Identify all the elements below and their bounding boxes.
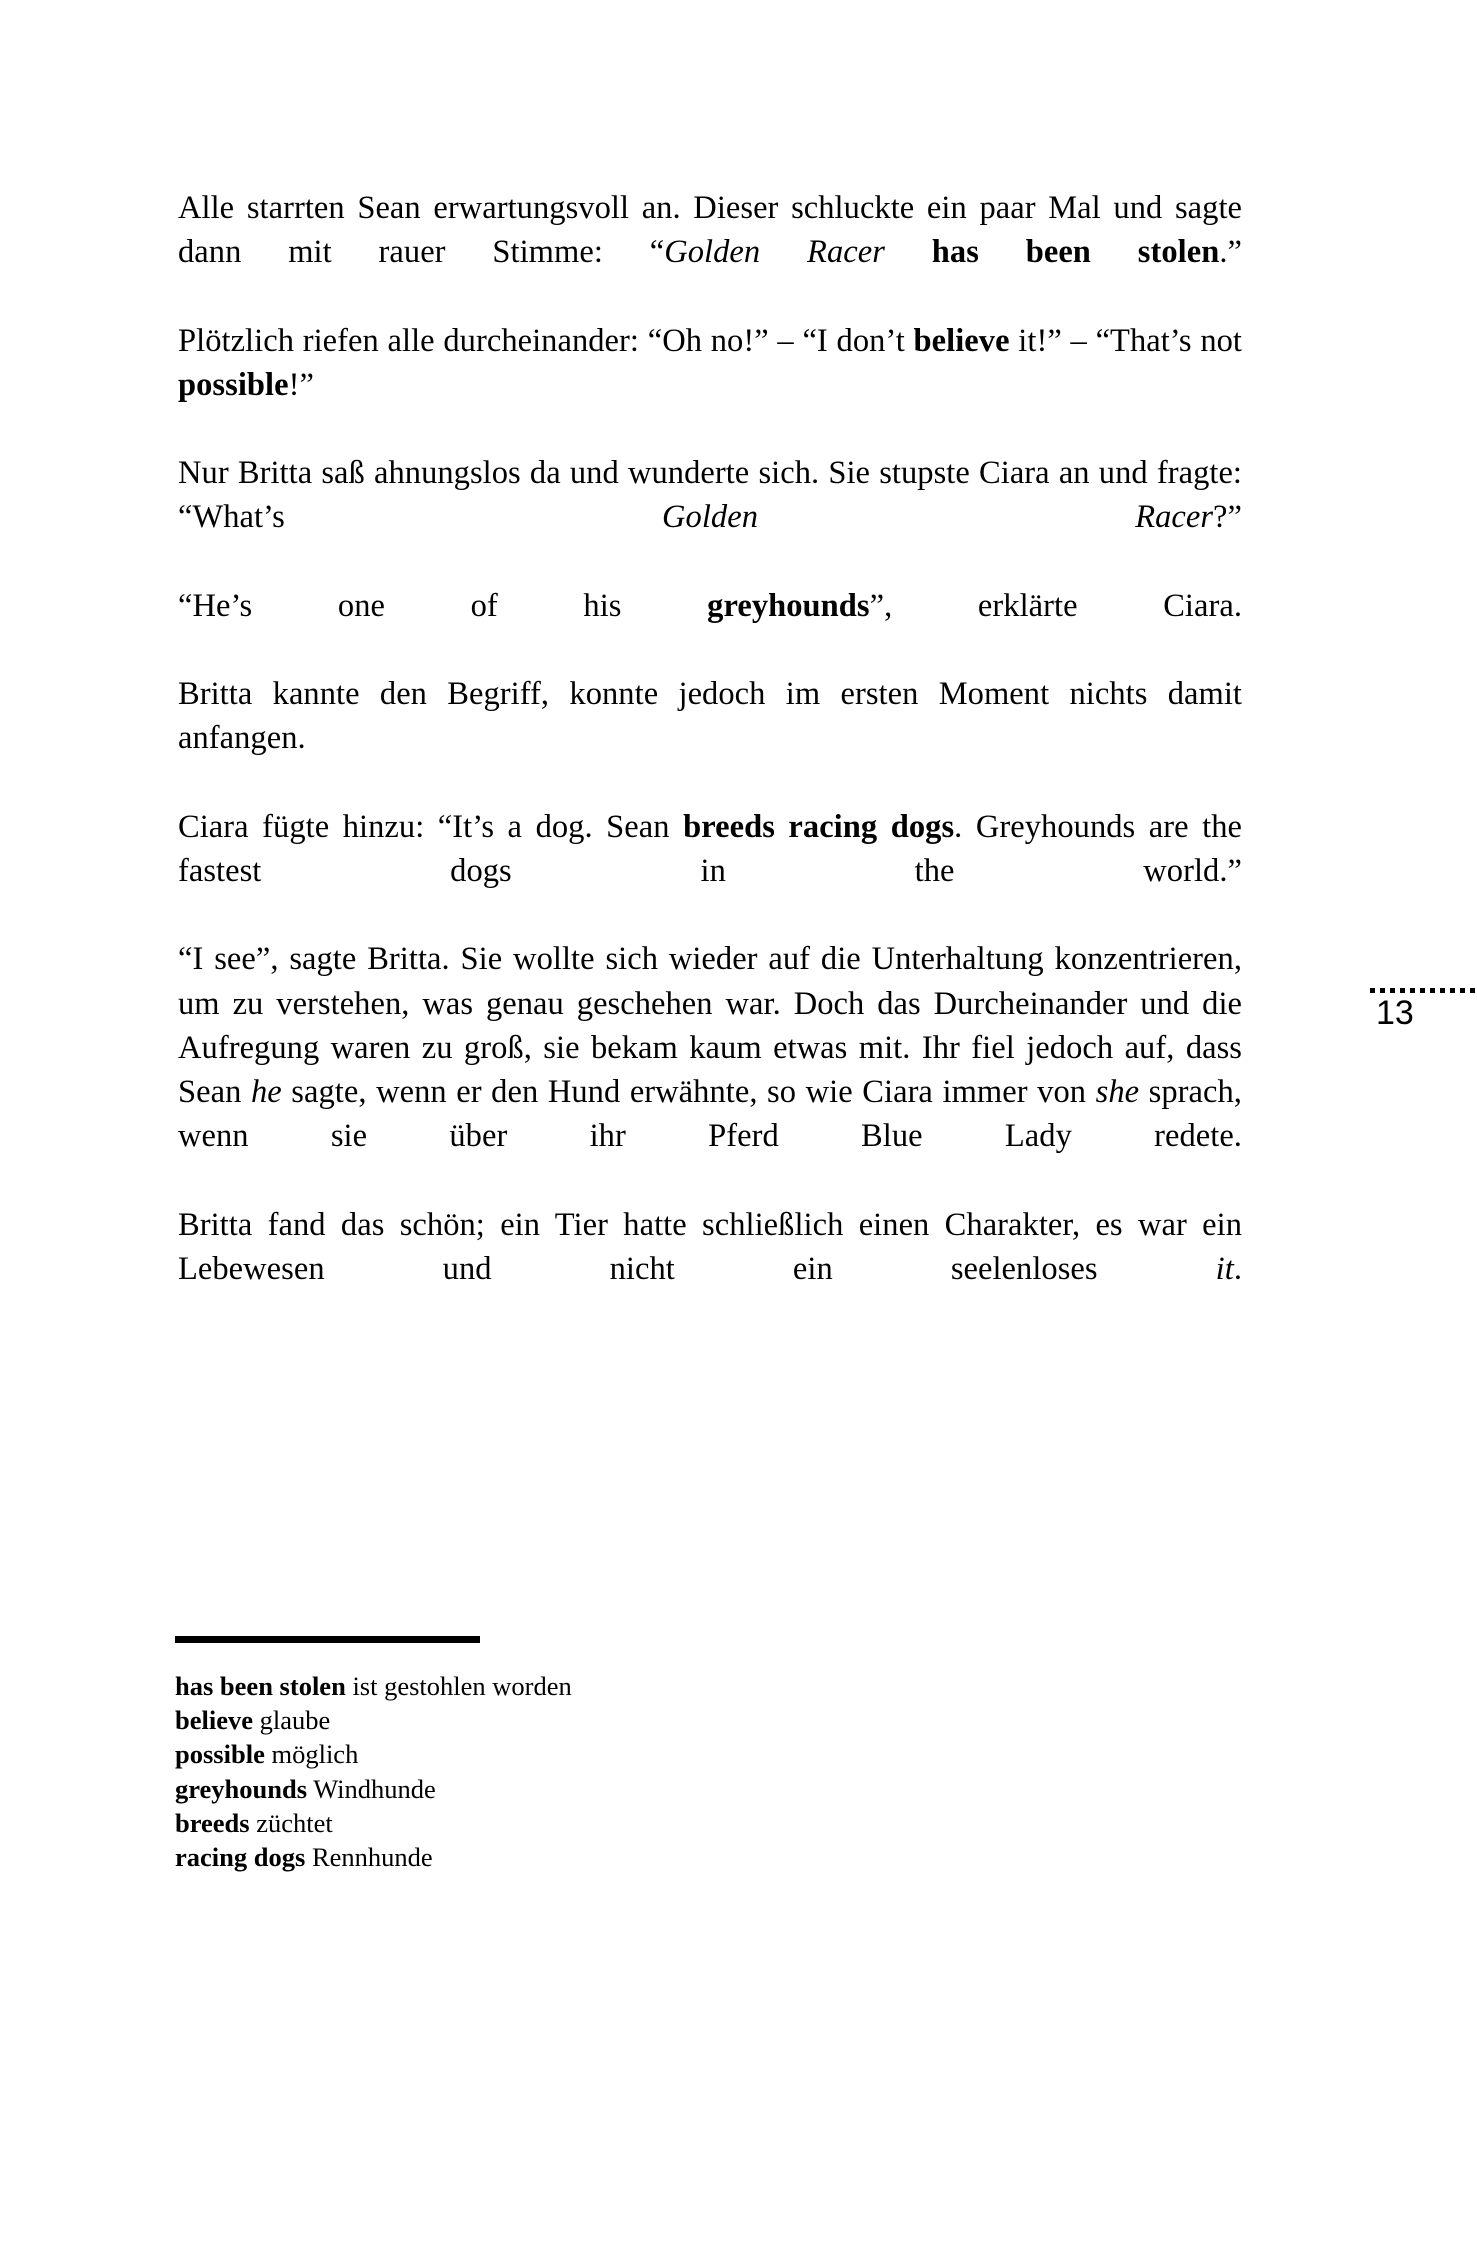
paragraph: [178, 672, 1242, 805]
footnote-divider: [175, 1636, 480, 1643]
footnote-section: [175, 1636, 1175, 1874]
page-number-marker: [1348, 978, 1477, 1048]
paragraph: [178, 584, 1242, 672]
glossary-term: has been stolen: [175, 1671, 346, 1701]
glossary-term: greyhounds: [175, 1773, 308, 1804]
text-run: .”: [1219, 234, 1242, 271]
vocab-term-bold: believe: [913, 322, 1010, 359]
emphasis-italic: he: [250, 1074, 282, 1111]
glossary-entry: [175, 1737, 1175, 1771]
vocab-term-bold: has been stolen: [931, 234, 1220, 271]
text-run: Plötzlich riefen alle durcheinander: “Oh no!” – “I don’t: [178, 322, 914, 359]
text-run: Ciara fügte hinzu: “It’s a dog. Sean: [178, 808, 684, 845]
text-run: Alle starrten Sean erwartungsvoll an. Dieser schluckte ein paar Mal und sagte dann mit rauer Stimme: “: [178, 190, 1242, 271]
text-run: it!” – “That’s not: [1009, 322, 1242, 359]
paragraph: [178, 805, 1242, 938]
paragraph: [178, 451, 1242, 584]
glossary-translation: Rennhunde: [311, 1842, 433, 1873]
paragraph: [178, 319, 1242, 452]
page-number: 13: [1376, 994, 1414, 1032]
glossary-translation: züchtet: [256, 1807, 333, 1838]
emphasis-italic: Golden Racer: [662, 499, 1214, 536]
text-run: sagte, wenn er den Hund erwähnte, so wie Ciara immer von: [281, 1074, 1096, 1111]
vocab-term-bold: greyhounds: [707, 587, 870, 624]
glossary-translation: ist gestohlen worden: [352, 1671, 572, 1701]
glossary-term: breeds: [175, 1807, 250, 1838]
text-run: . Greyhounds are the fastest dogs in the world.”: [178, 808, 1242, 890]
glossary-translation: Windhunde: [313, 1773, 436, 1804]
text-run: ?”: [1213, 499, 1242, 536]
glossary-entry: [175, 1840, 1175, 1874]
text-run: Britta kannte den Begriff, konnte jedoch im ersten Moment nichts damit anfangen.: [178, 676, 1242, 757]
text-run: !”: [288, 366, 314, 403]
paragraph: [178, 937, 1242, 1202]
emphasis-italic: Golden Racer: [664, 234, 885, 271]
glossary-entry: [175, 1772, 1175, 1806]
text-run: Britta fand das schön; ein Tier hatte schließlich einen Charakter, es war ein Lebewesen und nicht ein seelenloses: [178, 1206, 1242, 1287]
paragraph: [178, 186, 1242, 319]
glossary-entry: [175, 1669, 1175, 1703]
glossary-entry: [175, 1806, 1175, 1840]
text-run: “I see”, sagte Britta. Sie wollte sich wieder auf die Unterhaltung konzentrieren, um zu verstehen, was genau geschehen war. Doch das Durcheinander und die Aufregung waren zu groß, sie bekam kaum etwas mit. Ihr fiel jedoch auf, dass Sean: [178, 941, 1242, 1111]
dotted-rule-icon: [1370, 988, 1477, 993]
text-run: [885, 234, 932, 270]
text-run: “He’s one of his: [178, 587, 708, 624]
emphasis-italic: she: [1095, 1074, 1140, 1111]
glossary-term: believe: [175, 1705, 253, 1736]
glossary-term: possible: [175, 1739, 265, 1770]
text-run: ”, erklärte Ciara.: [869, 587, 1242, 624]
vocab-term-bold: breeds racing dogs: [683, 808, 955, 845]
vocab-term-bold: possible: [178, 366, 289, 403]
glossary-list: [175, 1669, 1175, 1874]
text-run: .: [1233, 1250, 1242, 1287]
body-text-block: [178, 186, 1242, 1335]
text-run: sprach, wenn sie über ihr Pferd Blue Lady redete.: [178, 1074, 1242, 1155]
glossary-translation: glaube: [259, 1705, 331, 1736]
glossary-entry: [175, 1703, 1175, 1737]
text-run: Nur Britta saß ahnungslos da und wunderte sich. Sie stupste Ciara an und fragte: “What’s: [178, 455, 1242, 536]
emphasis-italic: it: [1215, 1250, 1234, 1287]
glossary-term: racing dogs: [175, 1842, 306, 1873]
glossary-translation: möglich: [271, 1739, 359, 1770]
paragraph: [178, 1203, 1242, 1336]
